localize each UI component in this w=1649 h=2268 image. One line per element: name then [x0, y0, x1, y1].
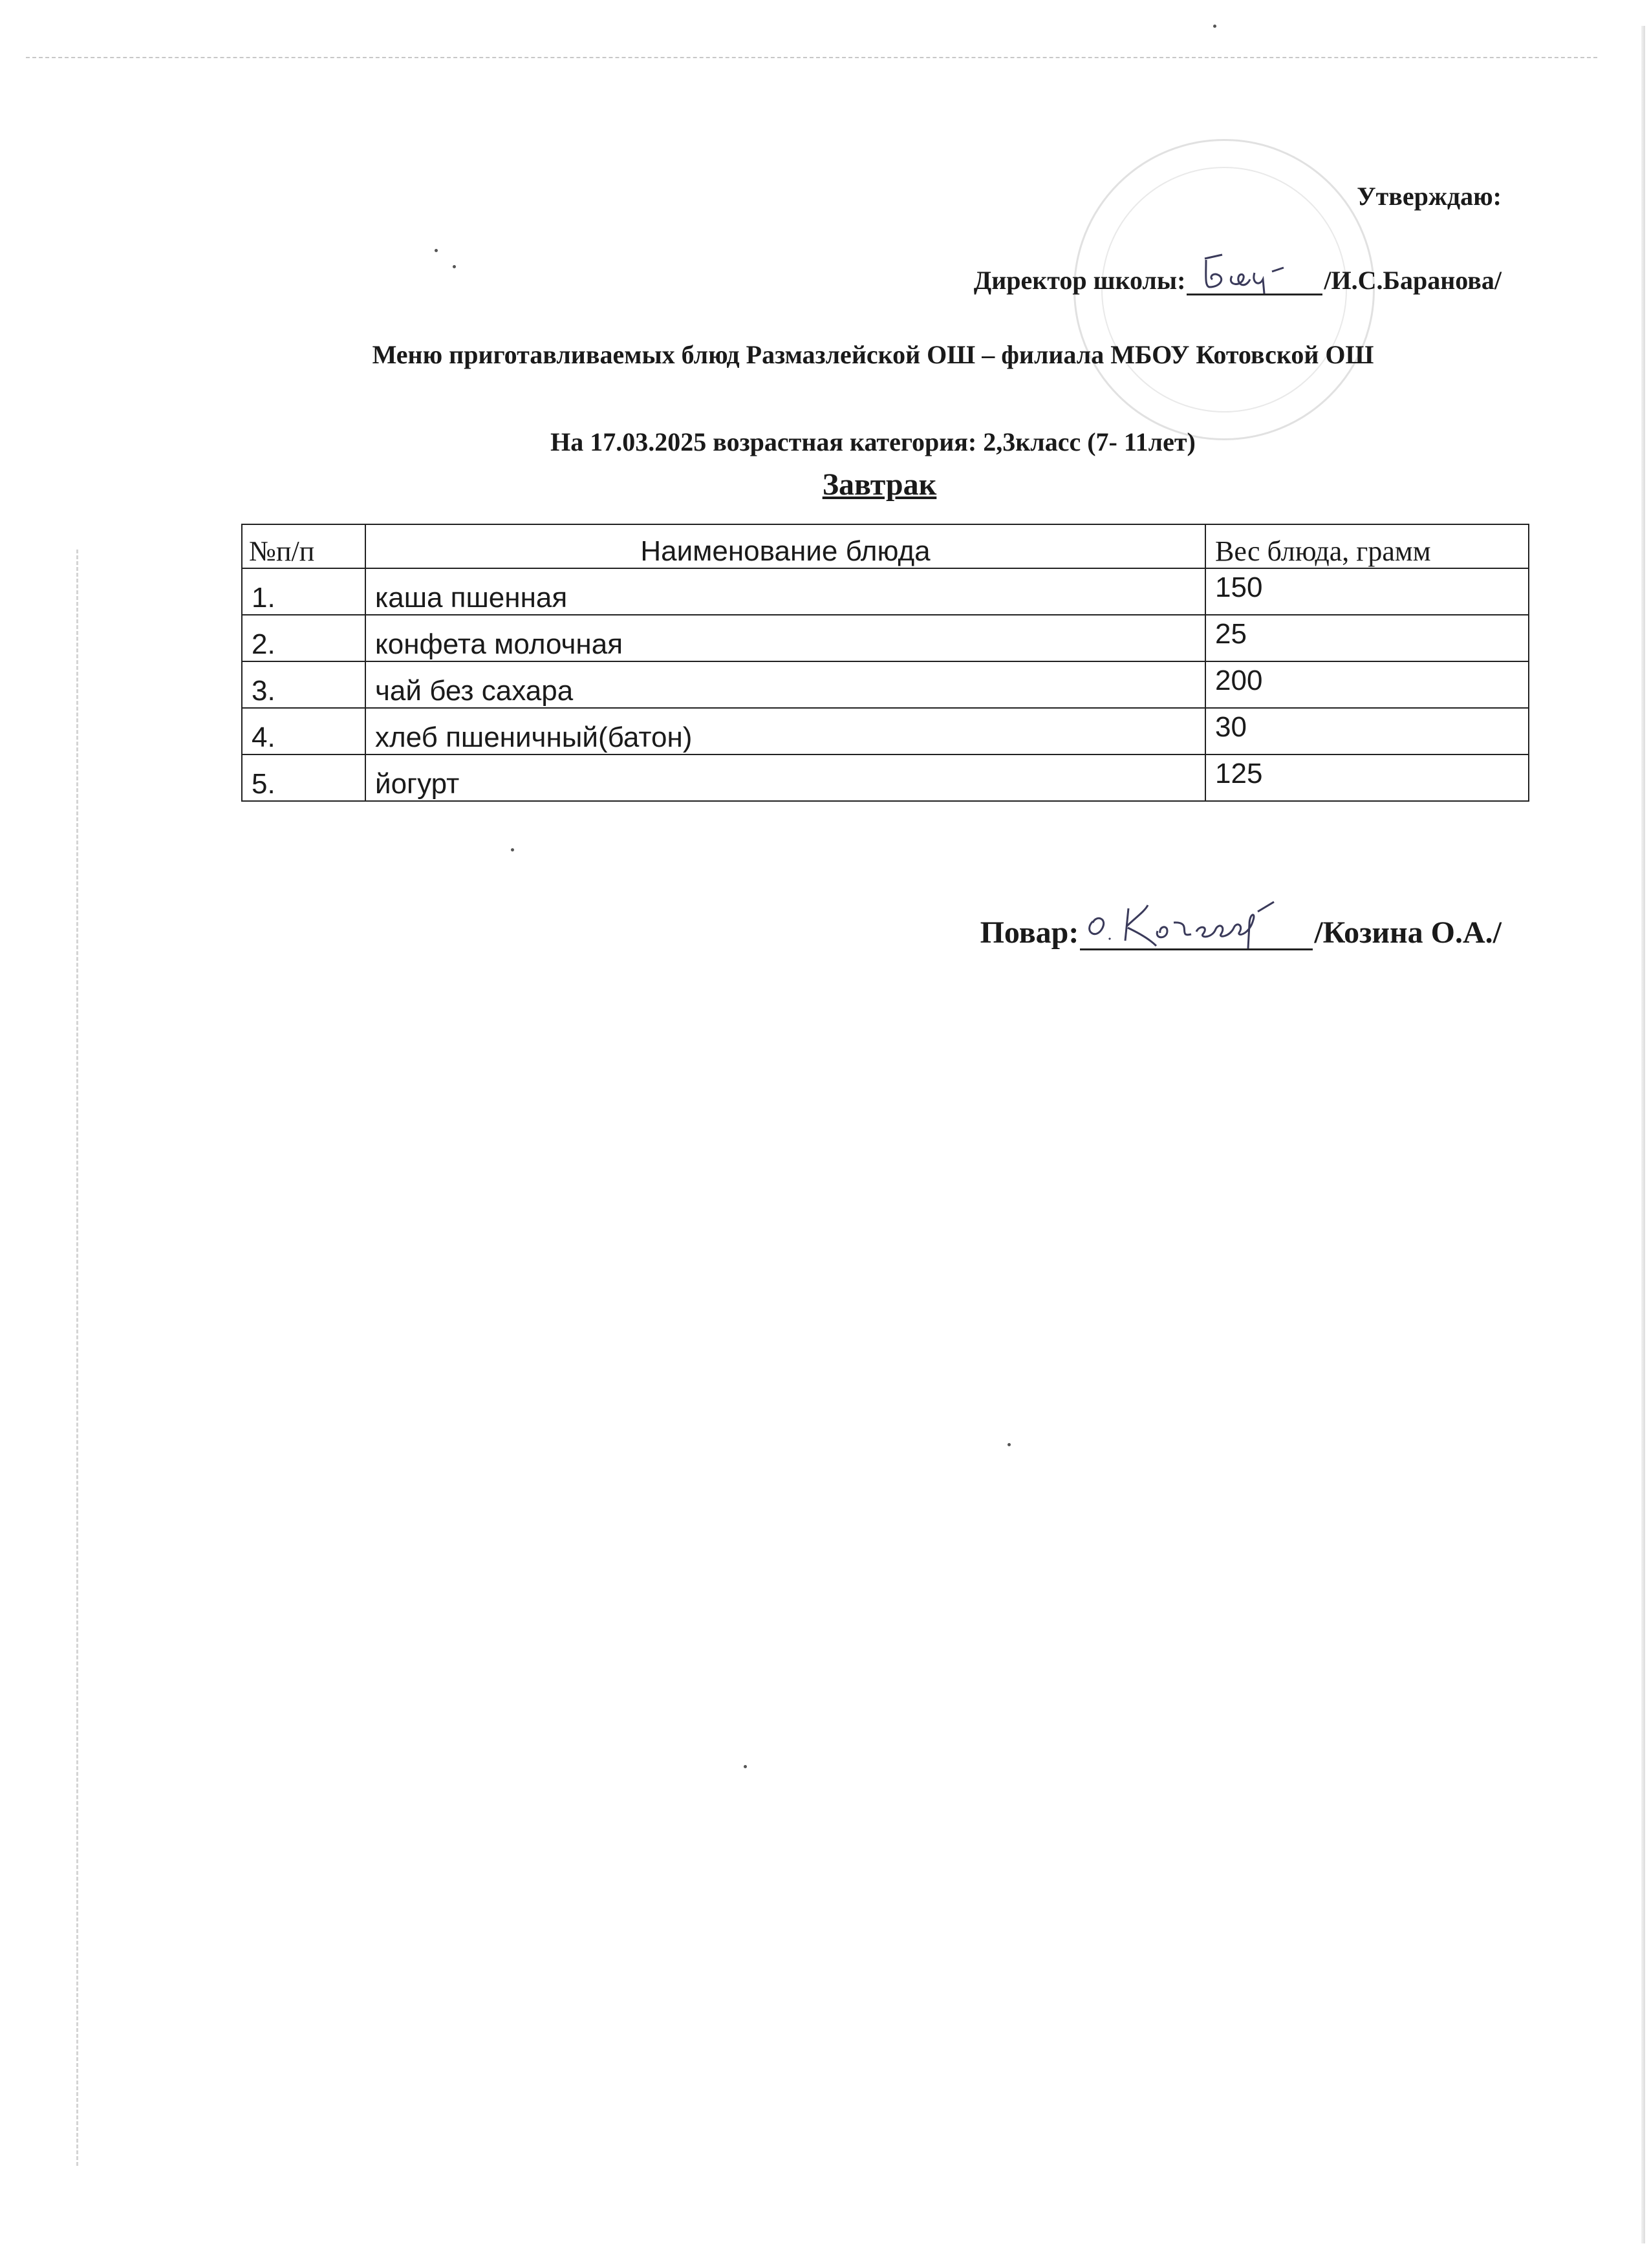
cell-weight: 200 [1205, 661, 1529, 708]
director-signature-scribble [1187, 247, 1316, 299]
scan-speck [511, 848, 514, 851]
cell-weight: 30 [1205, 708, 1529, 754]
cell-weight: 150 [1205, 568, 1529, 615]
cook-signature [1080, 915, 1313, 950]
cell-number: 3. [242, 661, 365, 708]
cook-name: /Козина О.А./ [1314, 915, 1502, 950]
cell-dish-name: конфета молочная [365, 615, 1205, 661]
cell-number: 5. [242, 754, 365, 801]
table-row [242, 754, 1529, 801]
table-row [242, 708, 1529, 754]
table-row [242, 661, 1529, 708]
cell-dish-name: каша пшенная [365, 568, 1205, 615]
menu-title: Меню приготавливаемых блюд Размазлейской ОШ – филиала МБОУ Котовской ОШ [372, 340, 1374, 369]
header-weight: Вес блюда, грамм [1205, 524, 1529, 568]
director-label: Директор школы: [973, 266, 1186, 295]
scan-speck [453, 265, 456, 268]
scan-edge-top [26, 57, 1597, 58]
header-dish-name: Наименование блюда [365, 524, 1205, 568]
scan-speck [1008, 1443, 1011, 1446]
cell-dish-name: йогурт [365, 754, 1205, 801]
meal-title: Завтрак [822, 467, 937, 502]
cell-dish-name: чай без сахара [365, 661, 1205, 708]
menu-table [241, 524, 1529, 802]
cell-number: 1. [242, 568, 365, 615]
table-row [242, 615, 1529, 661]
director-signature [1187, 266, 1322, 295]
cell-dish-name: хлеб пшеничный(батон) [365, 708, 1205, 754]
approval-label: Утверждаю: [1357, 182, 1502, 211]
cell-weight: 25 [1205, 615, 1529, 661]
header-number: №п/п [242, 524, 365, 568]
scan-edge-left [76, 550, 78, 2166]
scan-speck [435, 249, 438, 252]
director-name: /И.С.Баранова/ [1324, 266, 1502, 295]
cell-number: 2. [242, 615, 365, 661]
director-signature-line [974, 265, 1502, 295]
scan-speck [1213, 25, 1216, 28]
cook-label: Повар: [980, 915, 1079, 950]
cook-signature-scribble [1080, 895, 1313, 954]
cell-number: 4. [242, 708, 365, 754]
scan-speck [744, 1765, 747, 1768]
table-header-row [242, 524, 1529, 568]
cell-weight: 125 [1205, 754, 1529, 801]
menu-date-line: На 17.03.2025 возрастная категория: 2,3класс (7- 11лет) [550, 427, 1196, 456]
cook-signature-line [980, 915, 1502, 950]
table-row [242, 568, 1529, 615]
